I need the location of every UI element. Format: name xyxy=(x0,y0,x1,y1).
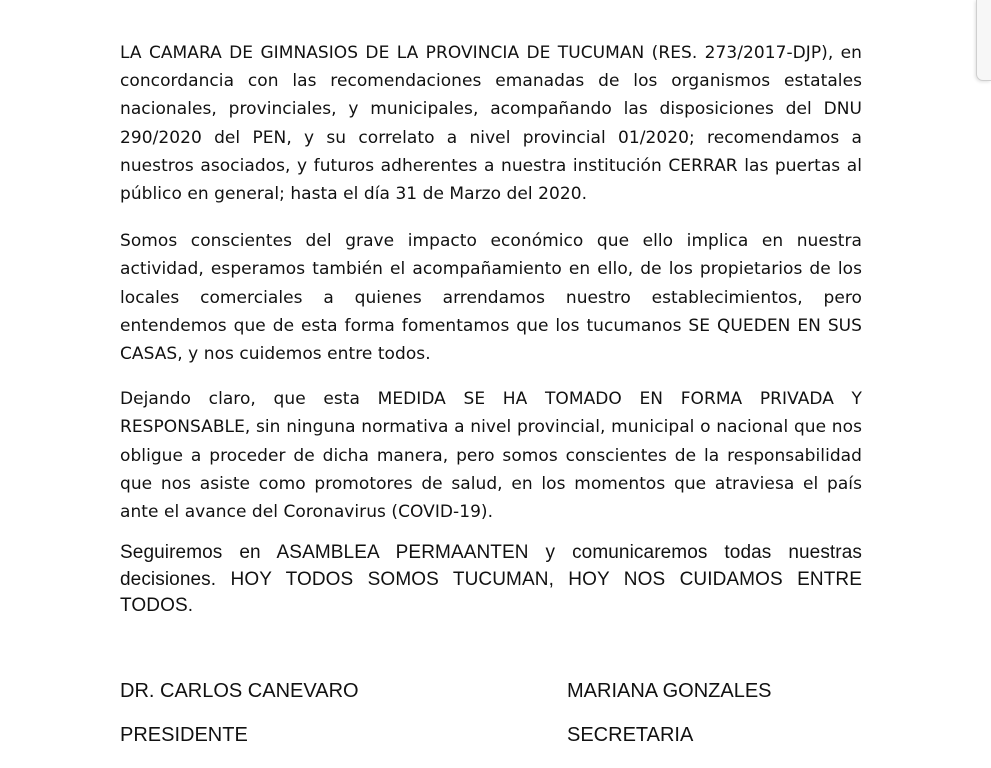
paragraph-announcement: LA CAMARA DE GIMNASIOS DE LA PROVINCIA DE TUCUMAN (RES. 273/2017-DJP), en concordancia con las recomendaciones emanadas de los organismos estatales nacionales, provinciales, y municipales, acompañando las disposiciones del DNU 290/2020 del PEN, y su correlato a nivel provincial 01/2020; recomendamos a nuestros asociados, y futuros adherentes a nuestra institución CERRAR las puertas al público en general; hasta el día 31 de Marzo del 2020. xyxy=(120,43,862,205)
signature-secretary-role: SECRETARIA xyxy=(567,724,694,746)
paragraph-economic-impact: Somos conscientes del grave impacto económico que ello implica en nuestra actividad, esperamos también el acompañamiento en ello, de los propietarios de los locales comerciales a quienes arrendamos nuestro establecimientos, pero entendemos que de esta forma fomentamos que los tucumanos SE QUEDEN EN SUS CASAS, y nos cuidemos entre todos. xyxy=(120,231,862,365)
signature-president-role: PRESIDENTE xyxy=(120,724,248,746)
paragraph-private-measure: Dejando claro, que esta MEDIDA SE HA TOMADO EN FORMA PRIVADA Y RESPONSABLE, sin ninguna normativa a nivel provincial, municipal o nacional que nos obligue a proceder de dicha manera, pero somos conscientes de la responsabilidad que nos asiste como promotores de salud, en los momentos que atraviesa el país ante el avance del Coronavirus (COVID-19). xyxy=(120,389,862,523)
paragraph-assembly: Seguiremos en ASAMBLEA PERMAANTEN y comunicaremos todas nuestras decisiones. HOY TODOS SOMOS TUCUMAN, HOY NOS CUIDAMOS ENTRE TODOS. xyxy=(120,542,862,617)
page-edge-tab xyxy=(976,0,991,81)
document-body xyxy=(120,39,862,620)
signature-president-name: DR. CARLOS CANEVARO xyxy=(120,680,359,702)
signature-secretary-name: MARIANA GONZALES xyxy=(567,680,772,702)
